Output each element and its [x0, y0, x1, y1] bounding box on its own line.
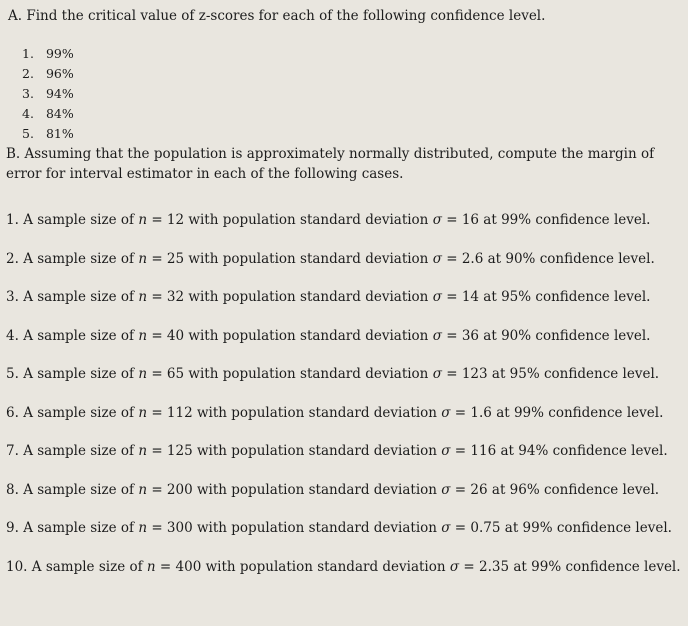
std-deviation: 1.6 — [470, 404, 492, 421]
problem-text-at: at — [483, 289, 497, 305]
sigma-symbol: σ — [441, 443, 451, 459]
item-value: 99% — [45, 46, 74, 61]
problem-text-at: at — [513, 558, 527, 575]
equals-sign: = — [446, 212, 458, 228]
problem-number: 7. — [6, 443, 19, 459]
problem-text-prefix: A sample size of — [23, 404, 135, 421]
n-symbol: n — [138, 366, 148, 382]
problem-text-suffix: confidence level. — [565, 558, 681, 575]
problem-text-middle: with population standard deviation — [188, 212, 429, 228]
sample-size: 200 — [166, 481, 193, 498]
sample-size: 300 — [166, 520, 193, 536]
problem-number: 6. — [6, 404, 19, 421]
n-symbol: n — [138, 327, 148, 344]
sample-size: 125 — [166, 443, 193, 459]
sample-size: 112 — [166, 404, 193, 421]
std-deviation: 123 — [461, 366, 488, 382]
problem-text-middle: with population standard deviation — [197, 481, 437, 498]
item-number: 3. — [22, 86, 34, 101]
sigma-symbol: σ — [432, 366, 442, 382]
problem-text-middle: with population standard deviation — [188, 327, 429, 344]
confidence-value: 99% — [522, 520, 553, 536]
sample-size: 400 — [175, 558, 202, 575]
problem-text-middle: with population standard deviation — [188, 250, 429, 267]
std-deviation: 2.6 — [461, 250, 484, 267]
problem-number: 3. — [6, 289, 19, 305]
item-number: 5. — [22, 126, 34, 141]
sigma-symbol: σ — [441, 404, 451, 421]
list-item — [22, 124, 74, 144]
equals-sign: = — [446, 250, 458, 267]
sample-size: 12 — [166, 212, 185, 228]
problem-text-at: at — [491, 481, 506, 498]
problem-text-suffix: confidence level. — [543, 366, 660, 382]
problem-text-prefix: A sample size of — [23, 443, 135, 459]
problem-text-middle: with population standard deviation — [205, 558, 446, 575]
equals-sign: = — [151, 366, 163, 382]
item-value: 81% — [45, 126, 74, 141]
problem-text-prefix: A sample size of — [23, 289, 135, 305]
item-number: 2. — [22, 66, 34, 81]
problem-item — [6, 520, 672, 536]
item-number: 4. — [22, 106, 34, 121]
sigma-symbol: σ — [449, 558, 460, 575]
problem-number: 9. — [6, 520, 19, 536]
problem-number: 1. — [6, 212, 19, 228]
item-value: 96% — [45, 66, 74, 81]
confidence-value: 99% — [531, 558, 562, 575]
list-item — [22, 64, 74, 84]
equals-sign: = — [151, 250, 163, 267]
problem-text-suffix: confidence level. — [535, 327, 651, 344]
std-deviation: 16 — [461, 212, 479, 228]
equals-sign: = — [151, 289, 163, 305]
problem-text-prefix: A sample size of — [23, 481, 135, 498]
problem-item — [6, 443, 668, 459]
problem-number: 8. — [6, 481, 19, 498]
equals-sign: = — [446, 366, 458, 382]
sample-size: 40 — [166, 327, 185, 344]
std-deviation: 14 — [461, 289, 479, 305]
item-number: 1. — [22, 46, 34, 61]
part-a-list — [22, 44, 74, 144]
problem-text-prefix: A sample size of — [23, 327, 135, 344]
equals-sign: = — [159, 558, 172, 575]
problem-text-at: at — [483, 327, 497, 344]
sigma-symbol: σ — [432, 289, 442, 305]
confidence-value: 94% — [518, 443, 549, 459]
problem-text-middle: with population standard deviation — [197, 404, 437, 421]
sample-size: 32 — [166, 289, 185, 305]
problem-text-suffix: confidence level. — [556, 520, 672, 536]
confidence-value: 96% — [509, 481, 540, 498]
equals-sign: = — [151, 520, 163, 536]
confidence-value: 90% — [501, 327, 532, 344]
equals-sign: = — [446, 289, 458, 305]
problem-text-at: at — [504, 520, 519, 536]
equals-sign: = — [151, 404, 163, 421]
problem-number: 10. — [6, 558, 28, 575]
equals-sign: = — [454, 404, 467, 421]
sample-size: 25 — [166, 250, 185, 267]
equals-sign: = — [454, 481, 467, 498]
problem-item — [6, 212, 650, 228]
n-symbol: n — [138, 289, 148, 305]
problem-item — [6, 559, 681, 575]
problem-item — [6, 405, 663, 421]
problem-text-prefix: A sample size of — [23, 212, 135, 228]
sigma-symbol: σ — [432, 250, 442, 267]
problem-text-middle: with population standard deviation — [188, 366, 429, 382]
confidence-value: 95% — [509, 366, 540, 382]
std-deviation: 26 — [470, 481, 488, 498]
problem-item — [6, 251, 655, 267]
problem-text-prefix: A sample size of — [31, 558, 143, 575]
problem-item — [6, 366, 659, 382]
std-deviation: 2.35 — [479, 558, 510, 575]
equals-sign: = — [454, 520, 467, 536]
std-deviation: 36 — [461, 327, 479, 344]
problem-text-suffix: confidence level. — [539, 250, 655, 267]
equals-sign: = — [454, 443, 467, 459]
problem-text-middle: with population standard deviation — [197, 443, 437, 459]
equals-sign: = — [151, 327, 163, 344]
equals-sign: = — [463, 558, 475, 575]
item-value: 84% — [45, 106, 74, 121]
part-b-heading: B. Assuming that the population is approximately normally distributed, compute the margin of error for interval estimator in each of the following cases. — [6, 146, 655, 182]
problem-item — [6, 289, 650, 305]
list-item — [22, 44, 74, 64]
confidence-value: 90% — [505, 250, 536, 267]
equals-sign: = — [151, 481, 163, 498]
equals-sign: = — [151, 212, 163, 228]
problem-text-suffix: confidence level. — [548, 404, 664, 421]
list-item — [22, 104, 74, 124]
sigma-symbol: σ — [441, 481, 451, 498]
confidence-value: 95% — [501, 289, 532, 305]
std-deviation: 116 — [470, 443, 497, 459]
n-symbol: n — [138, 481, 148, 498]
confidence-value: 99% — [513, 404, 544, 421]
problem-number: 4. — [6, 327, 19, 344]
equals-sign: = — [446, 327, 458, 344]
problem-text-suffix: confidence level. — [535, 212, 651, 228]
list-item — [22, 84, 74, 104]
problem-text-prefix: A sample size of — [23, 366, 135, 382]
problem-text-prefix: A sample size of — [23, 250, 135, 267]
equals-sign: = — [151, 443, 163, 459]
problem-number: 5. — [6, 366, 19, 382]
part-a-heading: A. Find the critical value of z-scores for each of the following confidence level. — [8, 8, 546, 24]
problem-text-suffix: confidence level. — [552, 443, 668, 459]
problem-text-at: at — [496, 404, 510, 421]
n-symbol: n — [138, 404, 148, 421]
problem-text-at: at — [487, 250, 502, 267]
confidence-value: 99% — [501, 212, 532, 228]
n-symbol: n — [138, 250, 148, 267]
sample-size: 65 — [166, 366, 185, 382]
item-value: 94% — [45, 86, 74, 101]
problem-number: 2. — [6, 250, 19, 267]
sigma-symbol: σ — [441, 520, 451, 536]
std-deviation: 0.75 — [470, 520, 501, 536]
problem-item — [6, 482, 659, 498]
n-symbol: n — [146, 558, 156, 575]
problem-text-prefix: A sample size of — [23, 520, 135, 536]
n-symbol: n — [138, 443, 148, 459]
sigma-symbol: σ — [432, 212, 442, 228]
problem-text-at: at — [483, 212, 497, 228]
sigma-symbol: σ — [432, 327, 442, 344]
problem-text-suffix: confidence level. — [543, 481, 660, 498]
n-symbol: n — [138, 520, 148, 536]
problem-text-at: at — [500, 443, 514, 459]
problem-item — [6, 328, 650, 344]
problem-text-middle: with population standard deviation — [197, 520, 437, 536]
problem-text-at: at — [491, 366, 506, 382]
problem-text-middle: with population standard deviation — [188, 289, 429, 305]
problem-text-suffix: confidence level. — [535, 289, 651, 305]
n-symbol: n — [138, 212, 148, 228]
